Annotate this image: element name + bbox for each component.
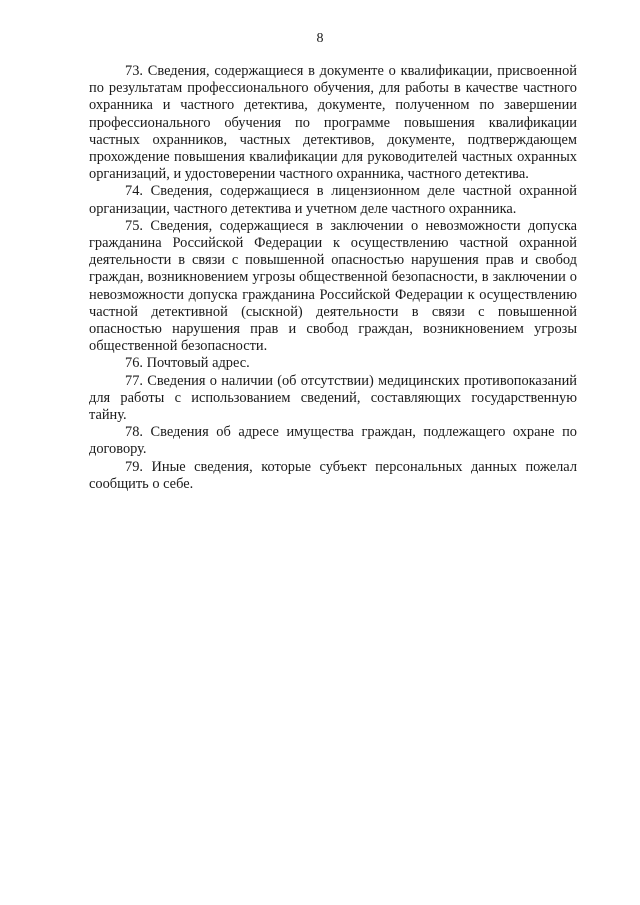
paragraph-76: 76. Почтовый адрес. — [125, 355, 250, 372]
paragraph-73: 73. Сведения, содержащиеся в документе о квалификации, присвоенной по результатам профессионального обучения, для работы в качестве частного охранника и частного детектива, документе, полученном по завершении профессионального обучения по программе повышения квалификации частных охранников, частных детективов, документе, подтверждающем прохождение повышения квалификации для руководителей частных охранных организаций, и удостоверении частного охранника, частного детектива. — [89, 63, 577, 183]
paragraph-77: 77. Сведения о наличии (об отсутствии) медицинских противопоказаний для работы с использованием сведений, составляющих государственную тайну. — [89, 372, 577, 424]
paragraph-79: 79. Иные сведения, которые субъект персональных данных пожелал сообщить о себе. — [89, 458, 577, 492]
page-number: 8 — [316, 31, 324, 46]
paragraph-74: 74. Сведения, содержащиеся в лицензионном деле частной охранной организации, частного детектива и учетном деле частного охранника. — [89, 183, 577, 217]
paragraph-75: 75. Сведения, содержащиеся в заключении о невозможности допуска гражданина Российской Федерации к осуществлению частной охранной деятельности в связи с повышенной опасностью нарушения прав и свобод граждан, возникновением угрозы общественной безопасности, в заключении о невозможности допуска гражданина Российской Федерации к осуществлению частной детективной (сыскной) деятельности в связи с повышенной опасностью нарушения прав и свобод граждан, возникновением угрозы общественной безопасности. — [89, 217, 577, 355]
document-body — [89, 63, 577, 493]
paragraph-78: 78. Сведения об адресе имущества граждан, подлежащего охране по договору. — [89, 424, 577, 458]
